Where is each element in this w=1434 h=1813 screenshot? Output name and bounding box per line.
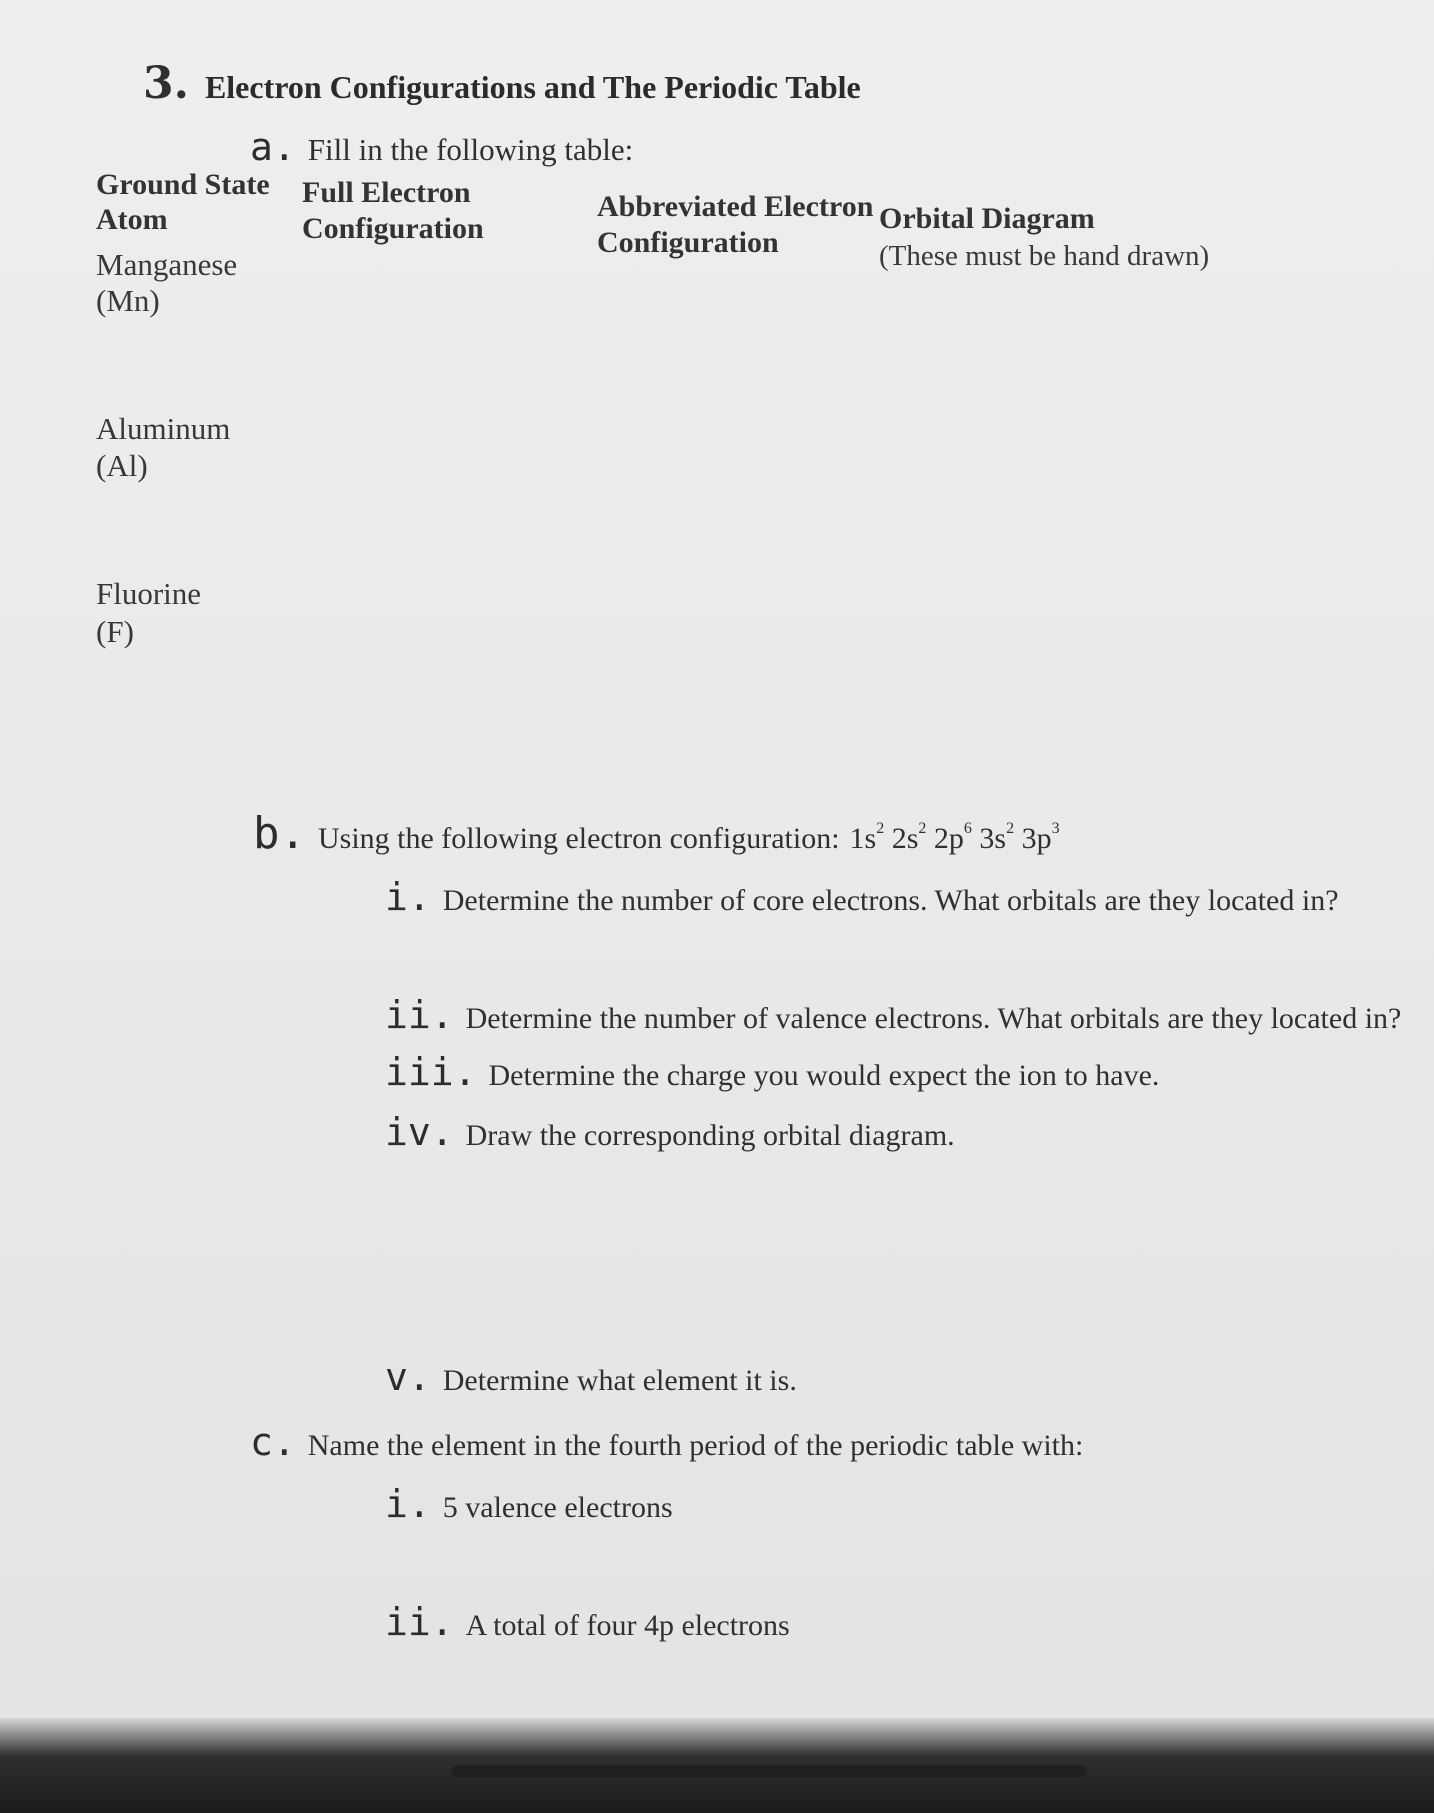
section-number: 3. xyxy=(143,58,189,109)
header-full-electron: Full Electron xyxy=(302,176,471,209)
row-aluminum-symbol: (Al) xyxy=(96,448,148,483)
header-abbreviated-electron: Abbreviated Electron xyxy=(597,190,874,223)
electron-configuration xyxy=(850,822,1060,855)
part-b-marker: b. xyxy=(253,808,306,859)
part-c-question-1: i. 5 valence electrons xyxy=(385,1482,673,1526)
header-ground-state: Ground State xyxy=(96,168,270,201)
part-b-question-5: v. Determine what element it is. xyxy=(385,1355,797,1399)
part-b-text: Using the following electron configuration: xyxy=(317,822,840,855)
config-term: $2s^2$ xyxy=(891,820,927,855)
section-title xyxy=(143,58,861,109)
row-fluorine-name: Fluorine xyxy=(96,576,202,611)
screen-edge-line xyxy=(452,1765,1087,1777)
part-b-prompt xyxy=(253,808,1060,859)
config-term: $1s^2$ xyxy=(849,820,885,855)
part-b-question-1: i. Determine the number of core electrons. What orbitals are they located in? xyxy=(385,875,1339,919)
part-c-marker: c. xyxy=(250,1420,296,1464)
row-manganese-symbol: (Mn) xyxy=(96,283,160,318)
config-term: $2p^6$ xyxy=(933,820,972,855)
row-fluorine-symbol: (F) xyxy=(96,614,134,649)
header-hand-drawn-note: (These must be hand drawn) xyxy=(879,240,1210,272)
header-abbreviated-configuration: Configuration xyxy=(597,226,779,259)
part-a-marker: a. xyxy=(250,125,296,169)
header-atom: Atom xyxy=(96,203,168,236)
section-title-text: Electron Configurations and The Periodic Table xyxy=(204,69,861,105)
header-orbital-diagram: Orbital Diagram xyxy=(879,202,1095,235)
header-full-configuration: Configuration xyxy=(302,212,484,245)
part-a-prompt xyxy=(250,125,633,169)
part-a-text: Fill in the following table: xyxy=(307,132,634,167)
part-c-prompt xyxy=(250,1420,1083,1464)
config-term: $3p^3$ xyxy=(1021,820,1060,855)
row-aluminum-name: Aluminum xyxy=(96,411,231,446)
part-b-question-4: iv. Draw the corresponding orbital diagram. xyxy=(385,1110,955,1154)
row-manganese-name: Manganese xyxy=(96,247,238,282)
part-c-question-2: ii. A total of four 4p electrons xyxy=(385,1600,790,1644)
part-b-question-3: iii. Determine the charge you would expect the ion to have. xyxy=(385,1050,1160,1094)
part-b-question-2: ii. Determine the number of valence electrons. What orbitals are they located in? xyxy=(385,993,1402,1037)
config-term: $3s^2$ xyxy=(979,820,1015,855)
part-c-text: Name the element in the fourth period of the periodic table with: xyxy=(307,1429,1084,1462)
